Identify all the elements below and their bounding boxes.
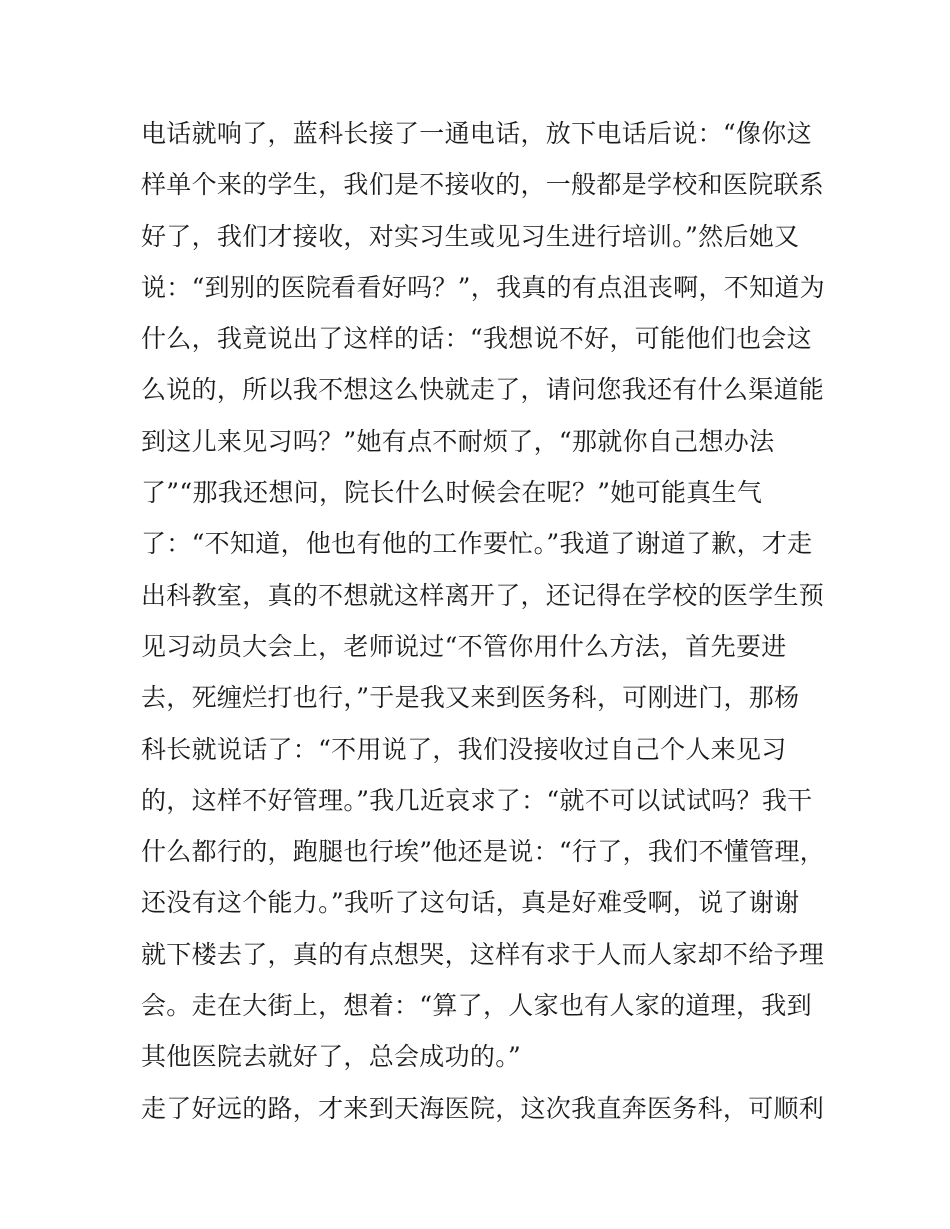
text-line: 科长就说话了：“不用说了，我们没接收过自己个人来见习 <box>141 734 787 764</box>
text-line: 见习动员大会上，老师说过“不管你用什么方法，首先要进 <box>141 631 787 661</box>
text-line: 说：“到别的医院看看好吗？”，我真的有点沮丧啊，不知道为 <box>141 272 825 302</box>
text-line: 会。走在大街上，想着：“算了，人家也有人家的道理，我到 <box>141 991 812 1021</box>
text-line: 样单个来的学生，我们是不接收的，一般都是学校和医院联系 <box>141 170 825 200</box>
text-line: 电话就响了，蓝科长接了一通电话，放下电话后说：“像你这 <box>141 119 812 148</box>
text-line: 去，死缠烂打也行，”于是我又来到医务科，可刚进门，那杨 <box>141 683 800 713</box>
text-line: 还没有这个能力。”我听了这句话，真是好难受啊，说了谢谢 <box>141 888 800 918</box>
text-line: 到这儿来见习吗？”她有点不耐烦了，“那就你自己想办法 <box>141 426 775 456</box>
text-line: 其他医院去就好了，总会成功的。” <box>141 1042 522 1072</box>
text-line: 什么都行的，跑腿也行埃”他还是说：“行了，我们不懂管理， <box>141 837 825 867</box>
text-body <box>141 108 825 1134</box>
text-line: 好了，我们才接收，对实习生或见习生进行培训。”然后她又 <box>141 221 800 251</box>
text-line: 走了好远的路，才来到天海医院，这次我直奔医务科，可顺利 <box>141 1093 825 1123</box>
text-line: 什么，我竟说出了这样的话：“我想说不好，可能他们也会这 <box>141 324 812 354</box>
text-line: 了：“不知道，他也有他的工作要忙。”我道了谢道了歉，才走 <box>141 529 813 559</box>
text-line: 的，这样不好管理。”我几近哀求了：“就不可以试试吗？我干 <box>141 785 813 815</box>
text-line: 出科教室，真的不想就这样离开了，还记得在学校的医学生预 <box>141 580 825 610</box>
text-line: 么说的，所以我不想这么快就走了，请问您我还有什么渠道能 <box>141 375 825 405</box>
text-line: 了”“那我还想问，院长什么时候会在呢？”她可能真生气 <box>141 478 763 508</box>
text-line: 就下楼去了，真的有点想哭，这样有求于人而人家却不给予理 <box>141 939 825 969</box>
